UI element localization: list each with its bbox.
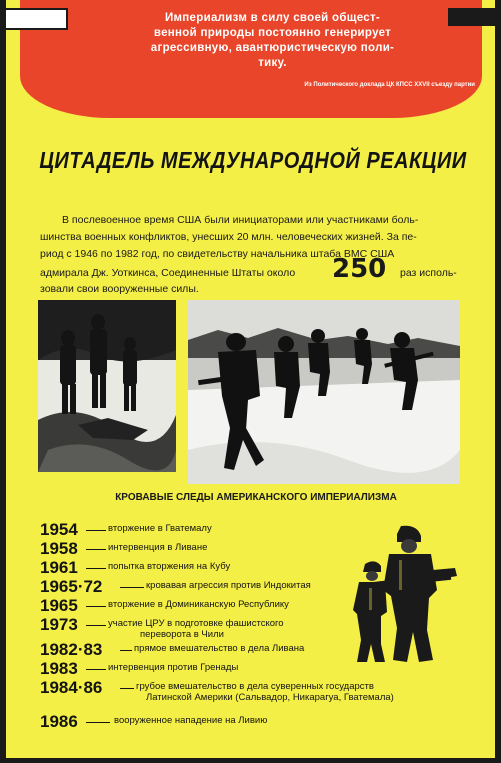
timeline-dash — [86, 549, 106, 550]
timeline-year: 1982·83 — [40, 640, 103, 659]
quote-line: Империализм в силу своей общест- — [164, 12, 381, 24]
timeline-year: 1954 — [40, 520, 78, 539]
intro-line: В послевоенное время США были инициаторами или участниками боль- — [62, 214, 419, 226]
timeline-dash — [86, 669, 106, 670]
timeline-event: попытка вторжения на Кубу — [108, 561, 231, 572]
timeline-event: вторжение в Доминиканскую Республику — [108, 599, 289, 610]
soldiers-illustration — [341, 520, 461, 670]
quote-line: агрессивную, авантюристическую поли- — [150, 42, 395, 54]
quote-text — [100, 11, 445, 71]
timeline-dash — [86, 625, 106, 626]
timeline-year: 1965·72 — [40, 577, 103, 596]
timeline-dash — [86, 722, 110, 723]
timeline-year: 1958 — [40, 539, 78, 558]
timeline-dash — [120, 650, 132, 651]
timeline-event: грубое вмешательство в дела суверенных государств — [136, 681, 374, 692]
timeline-event: участие ЦРУ в подготовке фашистского — [108, 618, 284, 629]
timeline-event: интервенция в Ливане — [108, 542, 208, 553]
intro-paragraph — [40, 212, 458, 263]
timeline-year: 1961 — [40, 558, 78, 577]
intro-line: риод с 1946 по 1982 год, по свидетельству начальника штаба ВМС США — [40, 248, 395, 260]
timeline-event: интервенция против Гренады — [108, 662, 239, 673]
timeline-year: 1983 — [40, 659, 78, 678]
intro-line: раз исполь- — [400, 267, 457, 279]
timeline-year: 1986 — [40, 712, 78, 731]
quote-line: венной природы постоянно генерирует — [153, 27, 392, 39]
quote-banner — [20, 0, 482, 118]
decorative-ribbon-left — [6, 8, 68, 30]
timeline-event: кровавая агрессия против Индокитая — [146, 580, 311, 591]
timeline-dash — [120, 688, 134, 689]
quote-source: Из Политического доклада ЦК КПСС XXVII съезду партии — [304, 82, 475, 88]
timeline-year: 1984·86 — [40, 678, 103, 697]
intro-line: шинства военных конфликтов, унесших 20 млн. человеческих жизней. За пе- — [40, 231, 417, 243]
intro-line: адмирала Дж. Уоткинса, Соединенные Штаты около — [40, 267, 296, 279]
timeline-dash — [86, 530, 106, 531]
decorative-ribbon-right — [448, 8, 495, 26]
page-title: ЦИТАДЕЛЬ МЕЖДУНАРОДНОЙ РЕАКЦИИ — [39, 148, 467, 174]
poster — [6, 0, 495, 758]
timeline-dash — [120, 587, 144, 588]
timeline-event: прямое вмешательство в дела Ливана — [134, 643, 305, 654]
big-number: 250 — [332, 254, 387, 284]
timeline-dash — [86, 568, 106, 569]
war-photo-left — [38, 300, 176, 472]
timeline-year: 1973 — [40, 615, 78, 634]
intro-line: зовали свои вооруженные силы. — [40, 283, 199, 295]
timeline-event-cont: переворота в Чили — [140, 629, 224, 640]
war-photo-right — [188, 300, 460, 484]
timeline-title: КРОВАВЫЕ СЛЕДЫ АМЕРИКАНСКОГО ИМПЕРИАЛИЗМА — [115, 492, 397, 503]
timeline-dash — [86, 606, 106, 607]
timeline-year: 1965 — [40, 596, 78, 615]
timeline-event: вторжение в Гватемалу — [108, 523, 212, 534]
timeline-event: вооруженное нападение на Ливию — [114, 715, 268, 726]
quote-line: тику. — [258, 57, 287, 69]
timeline-event-cont: Латинской Америки (Сальвадор, Никарагуа, Гватемала) — [146, 692, 394, 703]
